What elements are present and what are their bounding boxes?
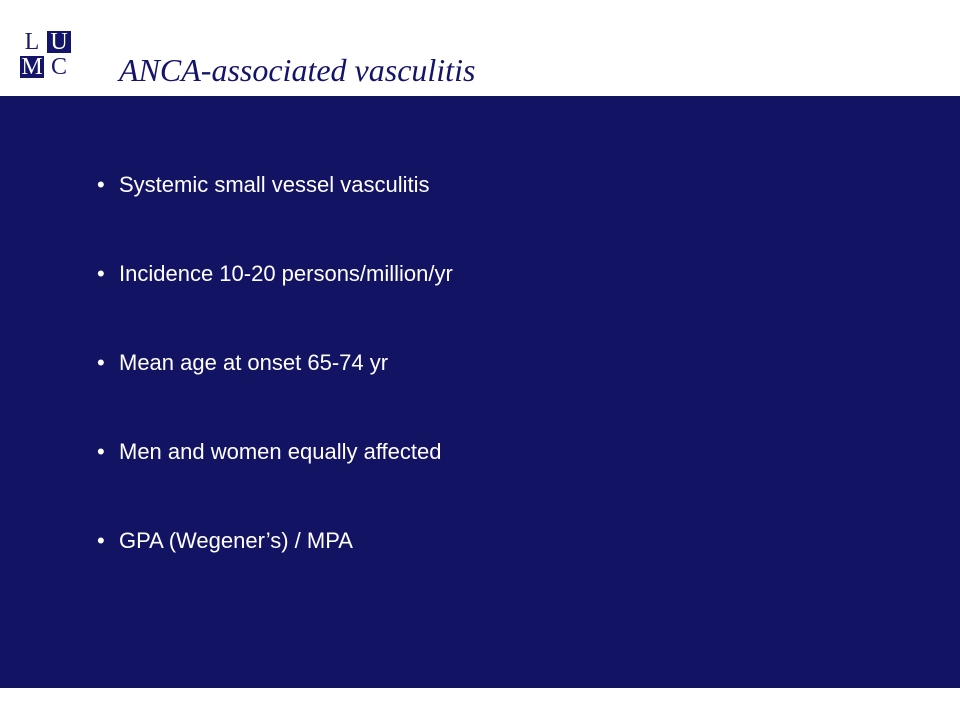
bullet-text: Incidence 10-20 persons/million/yr	[119, 261, 453, 286]
logo-letter-m: M	[21, 54, 43, 80]
slide-title: ANCA-associated vasculitis	[119, 52, 476, 88]
bullet-dot: •	[97, 350, 105, 375]
bullet-item	[97, 438, 441, 466]
logo-letter-c: C	[50, 54, 67, 80]
bullet-item	[97, 349, 388, 377]
bullet-text: Men and women equally affected	[119, 439, 442, 464]
bullet-text: Systemic small vessel vasculitis	[119, 172, 430, 197]
bullet-text: GPA (Wegener’s) / MPA	[119, 528, 353, 553]
bullet-item	[97, 527, 353, 555]
bullet-dot: •	[97, 528, 105, 553]
bullet-item	[97, 171, 430, 199]
content-panel	[0, 96, 960, 688]
lumc-logo	[20, 31, 72, 79]
bullet-dot: •	[97, 172, 105, 197]
logo-letter-l: L	[24, 29, 40, 55]
bullet-text: Mean age at onset 65-74 yr	[119, 350, 389, 375]
logo-letter-u: U	[47, 31, 71, 53]
bullet-dot: •	[97, 261, 105, 286]
bullet-item	[97, 260, 453, 288]
bullet-dot: •	[97, 439, 105, 464]
